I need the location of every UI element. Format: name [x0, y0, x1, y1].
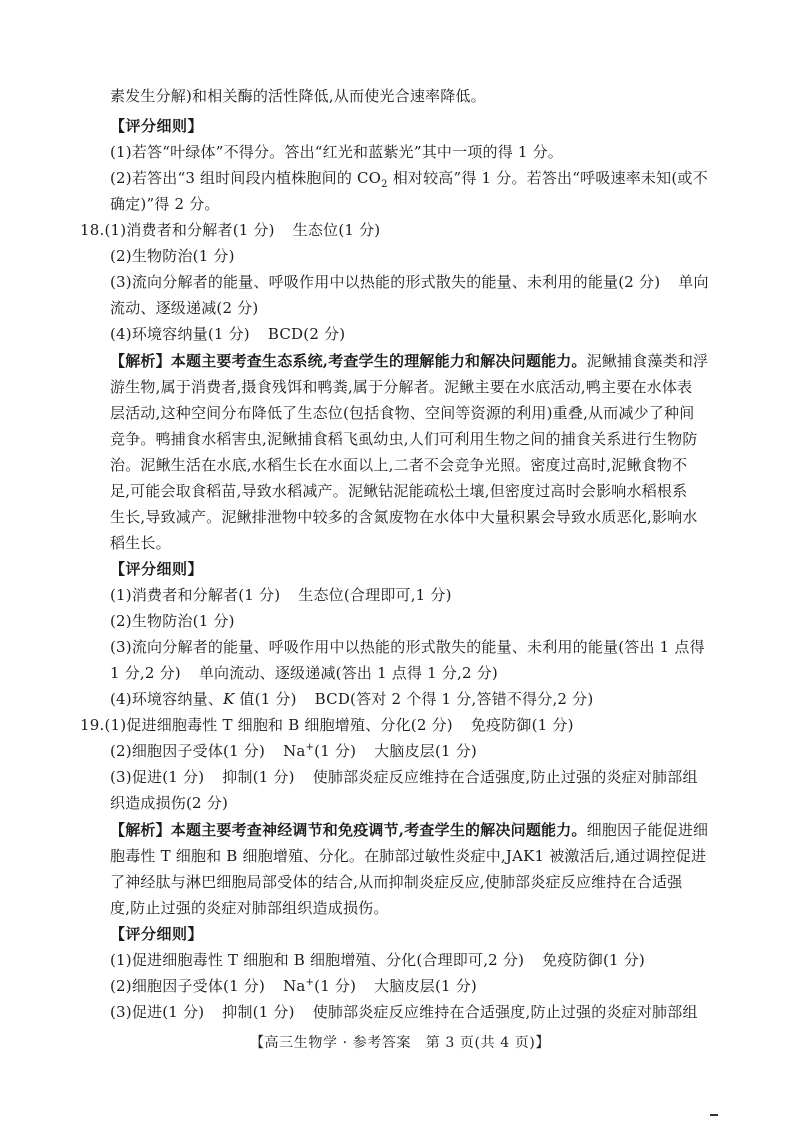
answer-part: (2)细胞因子受体(1 分): [110, 742, 266, 760]
rubric-text: (4)环境容纳量、: [110, 690, 224, 708]
analysis-line: 生长,导致减产。泥鳅排泄物中较多的含氮废物在水体中大量积累会导致水质恶化,影响水: [110, 508, 698, 526]
superscript: +: [305, 977, 315, 988]
rubric-text: 抑制(1 分): [222, 1003, 295, 1021]
page-footer: 【高三生物学 · 参考答案 第 3 页(共 4 页)】: [249, 1035, 551, 1051]
answer-line: 织造成损伤(2 分): [110, 794, 229, 812]
answer-line: 流动、逐级递减(2 分): [110, 299, 259, 317]
rubric-line: [110, 976, 477, 996]
rubric-line: [110, 168, 708, 188]
answer-line: [80, 220, 380, 240]
answer-part: 大脑皮层(1 分): [374, 742, 477, 760]
answer-part: 抑制(1 分): [222, 768, 295, 786]
analysis-line: 胞毒性 T 细胞和 B 细胞增殖、分化。在肺部过敏性炎症中,JAK1 被激活后,通过调控促进: [110, 847, 707, 865]
text-line: 素发生分解)和相关酶的活性降低,从而使光合速率降低。: [110, 87, 486, 105]
answer-part: 19.(1)促进细胞毒性 T 细胞和 B 细胞增殖、分化(2 分): [80, 716, 453, 734]
analysis-line: 稻生长。: [110, 534, 171, 552]
analysis-heading: 【解析】本题主要考查生态系统,考查学生的理解能力和解决问题能力。: [110, 352, 587, 370]
analysis-line: 竞争。鸭捕食水稻害虫,泥鳅捕食稻飞虱幼虫,人们可利用生物之间的捕食关系进行生物防: [110, 430, 698, 448]
rubric-text: BCD(答对 2 个得 1 分,答错不得分,2 分): [314, 690, 594, 708]
rubric-text: (1)促进细胞毒性 T 细胞和 B 细胞增殖、分化(合理即可,2 分): [110, 951, 525, 969]
answer-part: (3)促进(1 分): [110, 768, 205, 786]
answer-line: (2)生物防治(1 分): [110, 247, 235, 265]
rubric-line: (1)若答“叶绿体”不得分。答出“红光和蓝紫光”其中一项的得 1 分。: [110, 143, 564, 161]
rubric-text: 大脑皮层(1 分): [374, 977, 477, 995]
analysis-line: 了神经肽与淋巴细胞局部受体的结合,从而抑制炎症反应,使肺部炎症反应维持在合适强: [110, 873, 683, 891]
rubric-text: 相对较高”得 1 分。若答出“呼吸速率未知(或不: [387, 169, 708, 187]
sodium-ion: Na: [283, 977, 306, 995]
analysis-line: 度,防止过强的炎症对肺部组织造成损伤。: [110, 899, 389, 917]
rubric-line: [110, 689, 593, 709]
rubric-header: 【评分细则】: [110, 560, 204, 578]
rubric-line: 确定)”得 2 分。: [110, 195, 220, 213]
rubric-text: 1 分,2 分): [110, 664, 181, 682]
answer-part: (1 分): [314, 742, 357, 760]
rubric-text: 值(1 分): [234, 690, 297, 708]
rubric-text: (1 分): [314, 977, 357, 995]
rubric-line: [110, 950, 645, 970]
answer-part: (4)环境容纳量(1 分): [110, 325, 250, 343]
answer-part: 单向: [678, 273, 709, 291]
answer-part: 免疫防御(1 分): [470, 716, 574, 734]
analysis-text: 泥鳅捕食藻类和浮: [586, 352, 709, 370]
analysis-line: [110, 351, 708, 371]
answer-line: [110, 272, 709, 292]
rubric-header: 【评分细则】: [110, 925, 204, 943]
rubric-line: (2)生物防治(1 分): [110, 612, 235, 630]
subscript: 2: [381, 179, 388, 190]
rubric-text: (2)若答出“3 组时间段内植株胞间的 CO: [110, 169, 382, 187]
answer-line: [80, 715, 574, 735]
analysis-line: 游生物,属于消费者,摄食残饵和鸭粪,属于分解者。泥鳅主要在水底活动,鸭主要在水体表: [110, 378, 693, 396]
rubric-line: (3)流向分解者的能量、呼吸作用中以热能的形式散失的能量、未利用的能量(答出 1 点得: [110, 638, 705, 656]
analysis-line: 层活动,这种空间分布降低了生态位(包括食物、空间等资源的利用)重叠,从而减少了种间: [110, 404, 695, 422]
rubric-text: 单向流动、逐级递减(答出 1 点得 1 分,2 分): [198, 664, 498, 682]
analysis-line: 治。泥鳅生活在水底,水稻生长在水面以上,二者不会竞争光照。密度过高时,泥鳅食物不: [110, 456, 688, 474]
answer-part: BCD(2 分): [267, 325, 346, 343]
sodium-ion: Na: [283, 742, 306, 760]
corner-mark: [710, 1114, 718, 1116]
answer-line: [110, 324, 345, 344]
analysis-text: 细胞因子能促进细: [586, 821, 709, 839]
analysis-line: [110, 820, 708, 840]
rubric-line: [110, 585, 452, 605]
rubric-line: [110, 663, 498, 683]
rubric-header: 【评分细则】: [110, 117, 204, 135]
analysis-heading: 【解析】本题主要考查神经调节和免疫调节,考查学生的解决问题能力。: [110, 821, 587, 839]
rubric-text: (1)消费者和分解者(1 分): [110, 586, 281, 604]
answer-line: [110, 767, 698, 787]
answer-part: 18.(1)消费者和分解者(1 分): [80, 221, 275, 239]
rubric-text: 使肺部炎症反应维持在合适强度,防止过强的炎症对肺部组: [312, 1003, 698, 1021]
analysis-line: 足,可能会取食稻苗,导致水稻减产。泥鳅钻泥能疏松土壤,但密度过高时会影响水稻根系: [110, 482, 688, 500]
answer-part: 生态位(1 分): [292, 221, 381, 239]
rubric-text: (2)细胞因子受体(1 分): [110, 977, 266, 995]
superscript: +: [305, 742, 315, 753]
rubric-line: [110, 1002, 698, 1022]
rubric-text: 生态位(合理即可,1 分): [298, 586, 452, 604]
answer-part: (3)流向分解者的能量、呼吸作用中以热能的形式散失的能量、未利用的能量(2 分): [110, 273, 661, 291]
answer-part: 使肺部炎症反应维持在合适强度,防止过强的炎症对肺部组: [312, 768, 698, 786]
rubric-text: (3)促进(1 分): [110, 1003, 205, 1021]
rubric-text: 免疫防御(1 分): [542, 951, 645, 969]
k-variable: K: [223, 690, 235, 708]
answer-line: [110, 741, 477, 761]
